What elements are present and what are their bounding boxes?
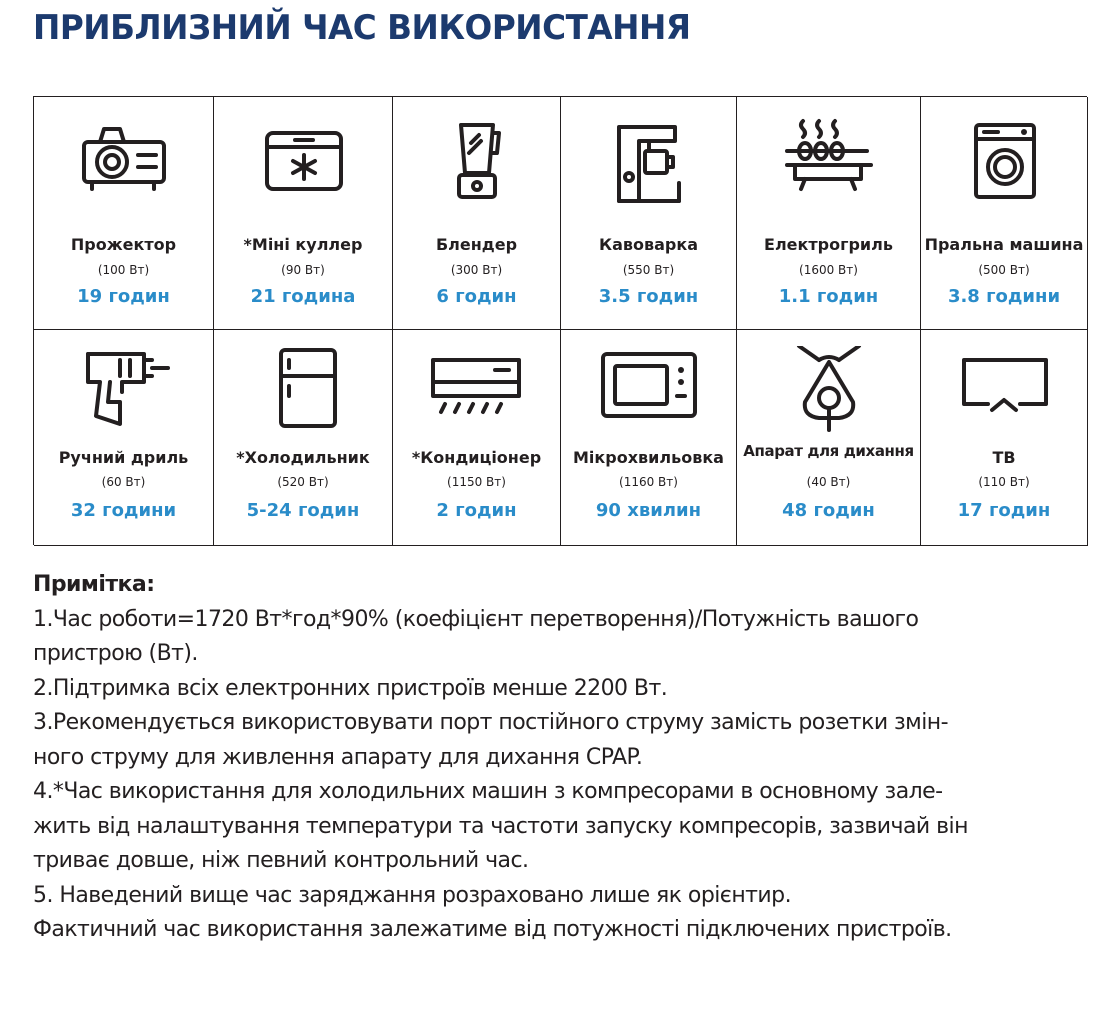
device-time: 2 годин xyxy=(436,500,517,521)
device-name: Пральна машина xyxy=(924,235,1084,254)
device-cell-coffee-maker xyxy=(561,97,737,330)
device-name: *Кондиціонер xyxy=(411,448,542,467)
device-watts: (520 Вт) xyxy=(277,475,329,489)
device-watts: (1600 Вт) xyxy=(799,263,858,277)
device-watts: (40 Вт) xyxy=(806,475,851,489)
device-name: Блендер xyxy=(435,235,518,254)
device-cell-microwave xyxy=(561,330,737,546)
device-time: 90 хвилин xyxy=(595,500,702,521)
note-line: жить від налаштування температури та частоти запуску компресорів, зазвичай він xyxy=(33,813,968,839)
device-cell-tv xyxy=(921,330,1088,546)
device-time: 5-24 годин xyxy=(246,500,360,521)
device-watts: (550 Вт) xyxy=(622,263,675,277)
washing-machine-icon xyxy=(954,117,1054,207)
device-watts: (1160 Вт) xyxy=(619,475,678,489)
device-cell-blender xyxy=(393,97,561,330)
device-time: 19 годин xyxy=(77,286,170,307)
device-name: Мікрохвильовка xyxy=(573,448,724,467)
device-cell-air-conditioner xyxy=(393,330,561,546)
usage-table xyxy=(33,96,1087,545)
note-line: триває довше, ніж певний контрольний час. xyxy=(33,848,529,873)
blender-icon xyxy=(427,117,527,207)
device-name: Апарат для дихання xyxy=(743,442,914,460)
note-line: Фактичний час використання залежатиме від потужності підключених пристроїв. xyxy=(33,917,952,942)
device-name: Електрогриль xyxy=(764,235,893,254)
mini-cooler-icon xyxy=(253,117,353,207)
microwave-icon xyxy=(599,346,699,436)
device-time: 17 годин xyxy=(957,500,1051,521)
breathing-mask-icon xyxy=(779,346,879,436)
device-name: Кавоварка xyxy=(598,235,699,254)
device-cell-projector xyxy=(34,97,214,330)
electric-grill-icon xyxy=(779,117,879,207)
device-time: 21 година xyxy=(250,286,356,307)
device-name: *Міні куллер xyxy=(243,235,363,254)
coffee-maker-icon xyxy=(599,117,699,207)
device-time: 32 години xyxy=(70,500,177,521)
device-watts: (1150 Вт) xyxy=(447,475,506,489)
device-name: *Холодильник xyxy=(236,448,370,467)
note-line: 2.Підтримка всіх електронних пристроїв менше 2200 Вт. xyxy=(33,675,668,701)
device-watts: (90 Вт) xyxy=(281,263,325,277)
device-cell-mini-cooler xyxy=(214,97,393,330)
device-time: 48 годин xyxy=(782,500,875,521)
device-cell-electric-grill xyxy=(737,97,921,330)
device-cell-drill xyxy=(34,330,214,546)
tv-icon xyxy=(954,346,1054,436)
device-time: 3.5 годин xyxy=(598,286,699,307)
device-watts: (500 Вт) xyxy=(978,263,1030,277)
fridge-icon xyxy=(253,346,353,436)
device-time: 6 годин xyxy=(436,286,517,307)
projector-icon xyxy=(74,117,174,207)
page-title: ПРИБЛИЗНИЙ ЧАС ВИКОРИСТАННЯ xyxy=(33,8,691,48)
notes-heading: Примітка: xyxy=(33,572,155,597)
note-line: 3.Рекомендується використовувати порт постійного струму замість розетки змін- xyxy=(33,710,948,735)
device-cell-breathing-apparatus xyxy=(737,330,921,546)
device-time: 1.1 годин xyxy=(778,286,879,307)
note-line: пристрою (Вт). xyxy=(33,641,198,666)
notes-section xyxy=(33,568,1093,948)
note-line: 4.*Час використання для холодильних машин з компресорами в основному зале- xyxy=(33,779,943,804)
note-line: 5. Наведений вище час заряджання розраховано лише як орієнтир. xyxy=(33,882,792,908)
device-cell-washing-machine xyxy=(921,97,1088,330)
drill-icon xyxy=(74,346,174,436)
air-conditioner-icon xyxy=(427,346,527,436)
device-cell-fridge xyxy=(214,330,393,546)
note-line: ного струму для живлення апарату для дихання CPAP. xyxy=(33,744,643,770)
device-watts: (100 Вт) xyxy=(97,263,150,277)
device-name: Прожектор xyxy=(70,235,177,254)
note-line: 1.Час роботи=1720 Вт*год*90% (коефіцієнт перетворення)/Потужність вашого xyxy=(33,606,919,632)
device-watts: (300 Вт) xyxy=(450,263,503,277)
device-name: Ручний дриль xyxy=(58,448,189,467)
device-watts: (110 Вт) xyxy=(978,475,1030,489)
device-name: ТВ xyxy=(992,448,1016,467)
device-watts: (60 Вт) xyxy=(101,475,146,489)
device-time: 3.8 години xyxy=(947,286,1061,307)
